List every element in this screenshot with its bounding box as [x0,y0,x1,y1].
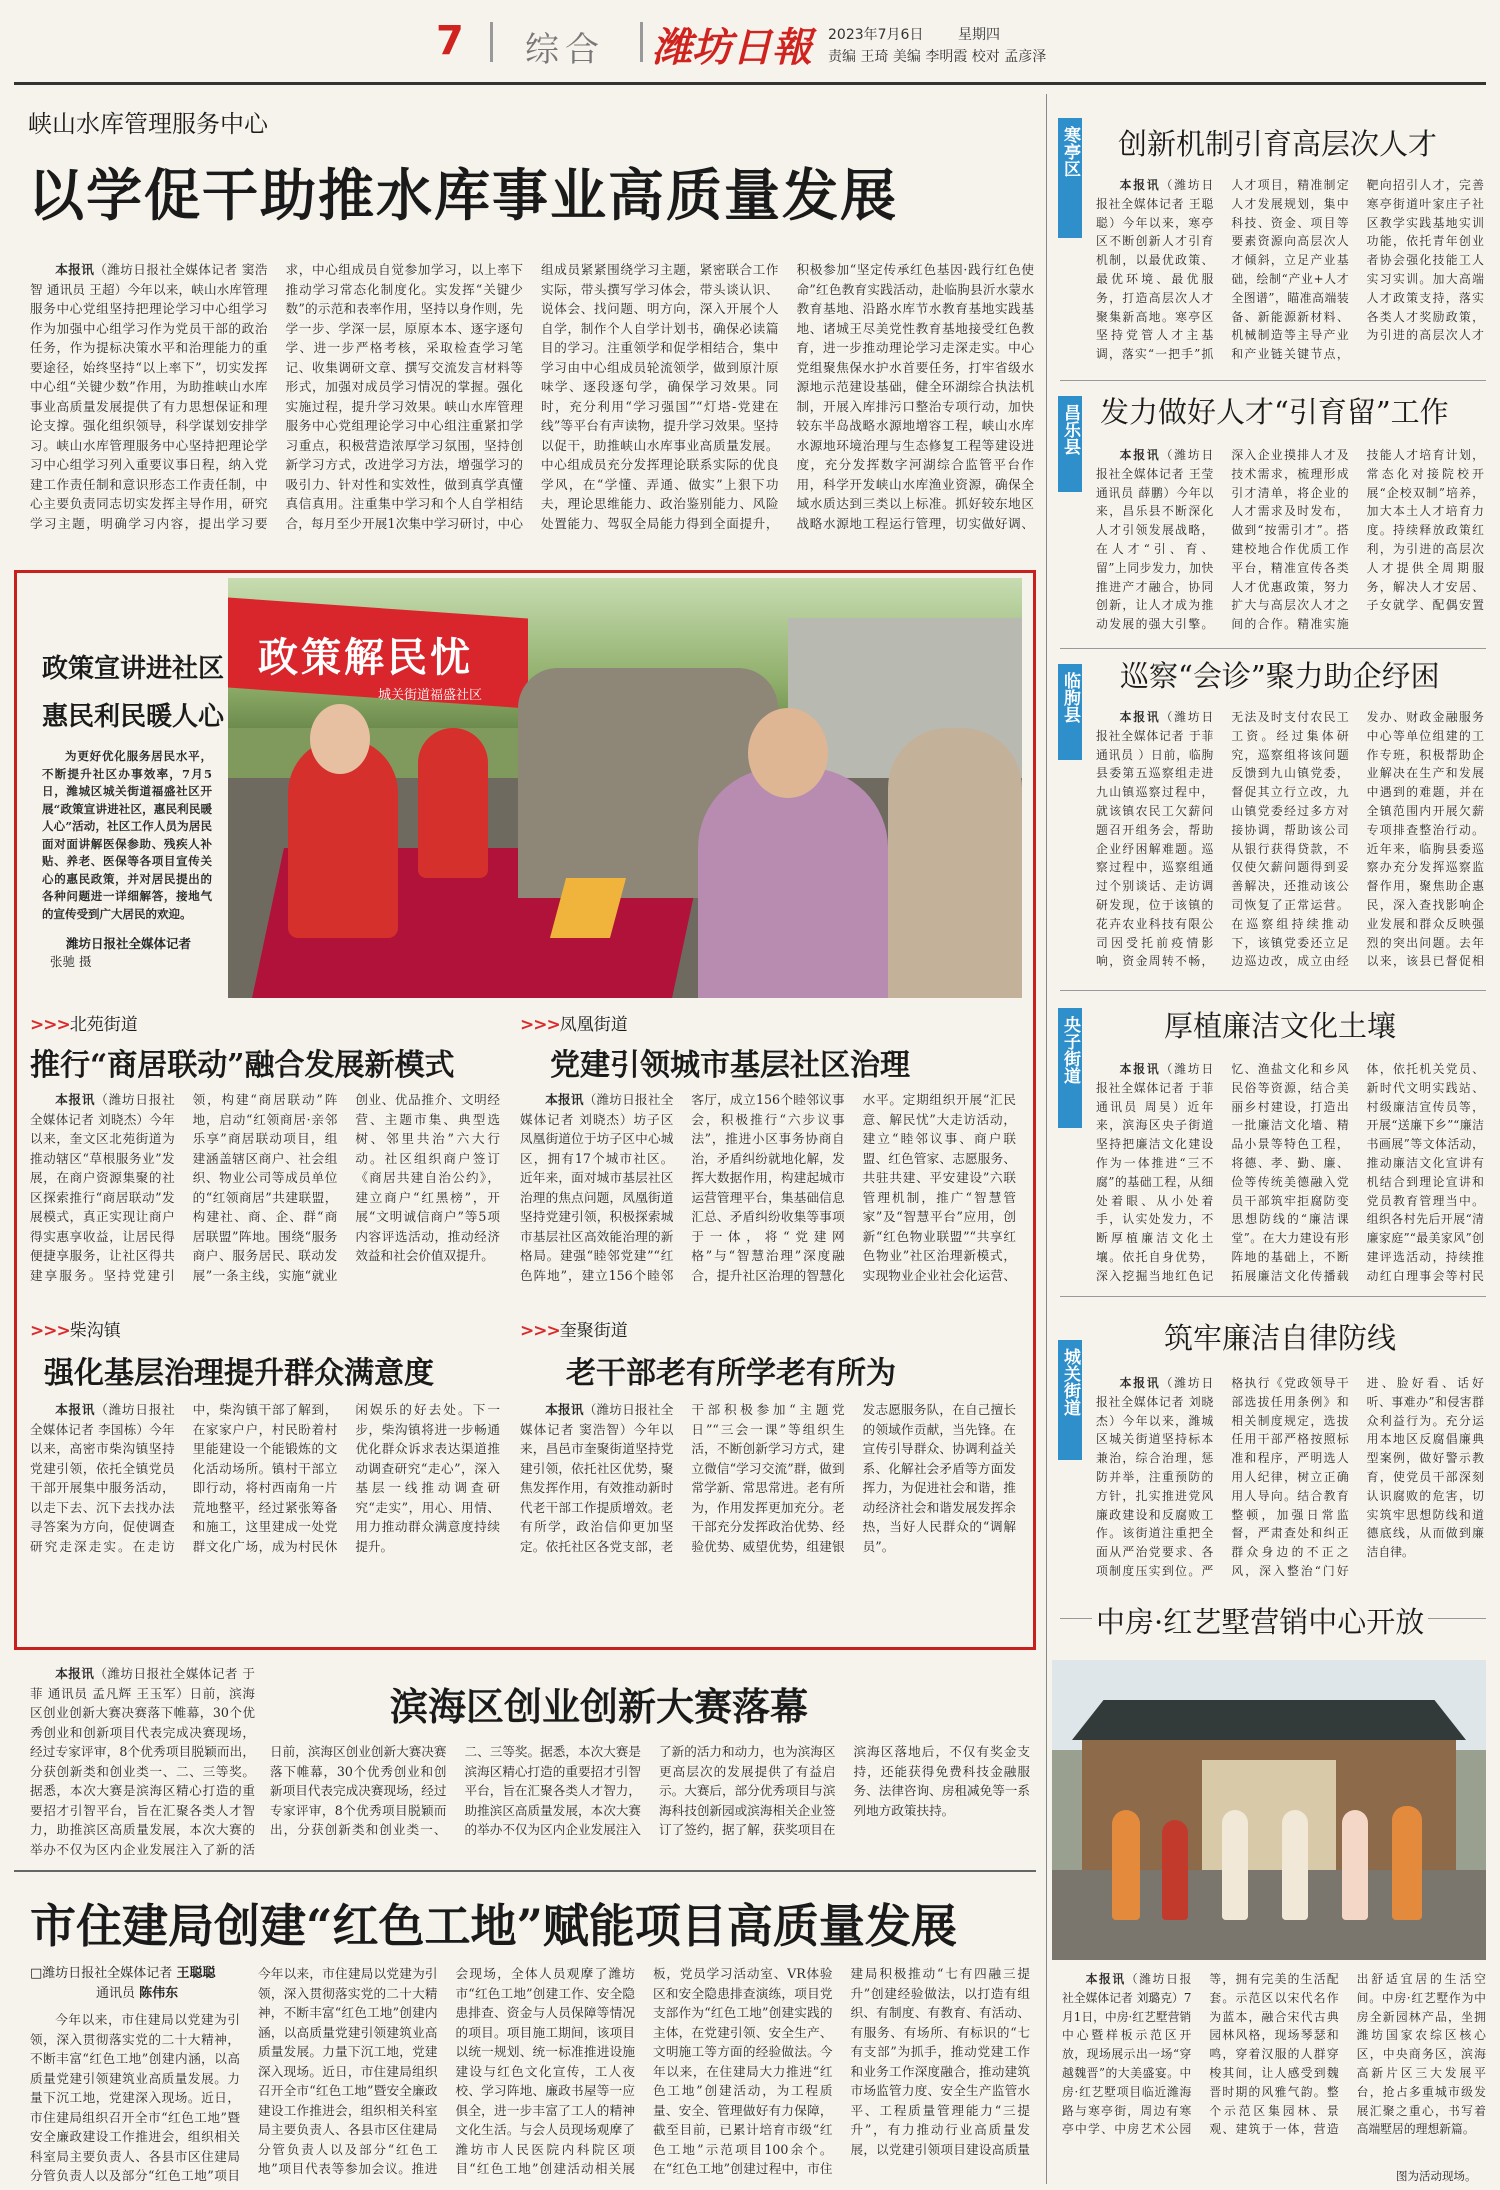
article-headline: 市住建局创建“红色工地”赋能项目高质量发展 [30,1899,957,1953]
lead: 本报讯 [1119,1062,1161,1076]
section-label-fenghuang [520,1010,628,1035]
byline: （潍坊日报社全媒体记者 于菲 通讯员 ） [1096,710,1214,762]
lead: 本报讯 [1119,448,1161,462]
byline-org: □潍坊日报社全媒体记者 [30,1966,173,1981]
byline: （潍坊日报社全媒体记者 李国栋） [30,1402,175,1437]
region-tab [1058,664,1082,760]
arrow-icon: >>> [520,1321,560,1341]
lead: 本报讯 [1085,1972,1126,1986]
article-text: 近年来，滨海区央子街道坚持把廉洁文化建设作为一体推进“三不腐”的基础工程，从细处着眼、从小处着手，认实处发力，不断厚植廉洁文化土壤。依托自身优势，深入挖掘当地红色记忆、渔盐文化和乡风民俗等资源，结合美丽乡村建设，打造出一批廉洁文化墙、精品小景等特色工程，将德、孝、勤、廉、俭等传统美德融入党员干部筑牢拒腐防变思想防线的“廉洁课堂”。在大力建设有形阵地的基础上，不断拓展廉洁文化传播载体，依托机关党员、新时代文明实践站、村级廉洁宣传员等，开展“送廉下乡”“廉洁书画展”等文体活动，推动廉洁文化宣讲有机结合到理论宣讲和党员教育管理当中。组织各村先后开展“清廉家庭”“最美家风”创建评选活动，持续推动红白理事会等村民 [1096,1062,1484,1283]
section-name: 综合 [525,30,605,70]
article-text: 7月1日，中房·红艺墅营销中心暨样板示范区开放，现场展示出一场“穿越魏晋”的大美盛宴。中房·红艺墅项目临近潍海路与寒亭街，周边有寒亭中学、中房艺术公园等，拥有完美的生活配套。示范区以宋代名作为蓝本，融合宋代古典园林风格，现场琴瑟和鸣，穿着汉服的人群穿梭其间，让人感受到魏晋时期的风雅气韵。整个示范区集园林、景观、建筑于一体，营造出舒适宜居的生活空间。中房·红艺墅作为中房全新园林产品，坐拥潍坊国家农综区核心区，中央商务区，滨海高新片区三大发展平台，抢占多重城市级发展汇聚之重心，书写着高端墅居的理想新篇。 [1062,1972,1486,2137]
sidebar-rule [1060,990,1486,991]
byline: （潍坊日报社全媒体记者 王聪聪） [1096,178,1214,230]
section-label-text: 奎聚街道 [559,1321,628,1341]
section-rule [14,1870,1036,1872]
lead: 本报讯 [545,1402,584,1417]
photo-banner-text: 政策解民忧 [258,635,473,681]
article-body-lead [30,2010,240,2182]
sidebar-article-body [1096,176,1484,372]
byline: （潍坊日报社全媒体记者 窦浩智） [520,1402,674,1437]
article-text: 今年以来，奎文区北苑街道为推动辖区“草根服务业”发展，在商户资源集聚的社区探索推行“商居联动”发展模式，真正实现让商户得实惠享收益，让居民得便捷享服务，让社区得共建享服务。坚持党建引领，构建“商居联动”阵地，启动“红领商居·亲邻乐享”商居联动项目，组建涵盖辖区商户、社会组织、物业公司等成员单位的“红领商居”共建联盟，构建社、商、企、群“商居联盟”阵地。围绕“服务商户、服务居民、联动发展”一条主线，实施“就业创业、优品推介、文明经营、主题市集、典型选树、邻里共治”六大行动。社区组织商户签订《商居共建自治公约》，建立商户“红黑榜”，开展“文明诚信商户”等5项内容评选活动，推动经济效益和社会价值双提升。 [30,1092,500,1283]
sidebar-headline: 创新机制引育高层次人才 [1118,127,1438,161]
photo-performer [1112,1810,1140,1920]
sidebar-headline: 中房·红艺墅营销中心开放 [1092,1600,1428,1641]
photo-performer [1162,1820,1188,1920]
article-text: 今年以来，高密市柴沟镇坚持党建引领，依托全镇党员干部开展集中服务活动，以走下去、沉下去找办法寻答案为方向，促使调查研究走深走实。在走访中，柴沟镇干部了解到，在家家户户，村民盼着村里能建设一个能锻炼的文化活动场所。镇村干部立即行动，将村西南角一片荒地整平，经过紧张筹备和施工，这里建成一处党群文化广场，成为村民休闲娱乐的好去处。下一步，柴沟镇将进一步畅通优化群众诉求表达渠道推动调查研究“走心”，深入基层一线推动调查研究“走实”，用心、用情、用力推动群众满意度持续提升。 [30,1402,500,1554]
photo-feature-title: 政策宣讲进社区 [42,654,225,684]
article-text: 今年以来，市住建局以党建为引领，深入贯彻落实党的二十大精神，不断丰富“红色工地”创建内涵，以高质量党建引领建筑业高质量发展。力量下沉工地，党建深入现场。近日，市住建局组织召开全市“红色工地”暨安全廉政建设工作推进会，组织相关科室局主要负责人、各县市区住建局分管负责人以及部分“红色工地”项目 [30,2012,240,2182]
article-text-continued: 今年以来，市住建局以党建为引领，深入贯彻落实党的二十大精神，不断丰富“红色工地”创建内涵，以高质量党建引领建筑业高质量发展。力量下沉工地，党建深入现场。近日，市住建局组织召开全市“红色工地”暨安全廉政建设工作推进会，组织相关科室局主要负责人、各县市区住建局分管负责人以及部分“红色工地”项目代表等参加会议。推进会现场，全体人员观摩了潍坊市“红色工地”创建工作、安全隐患排查、资金与人员保障等情况的项目。项目施工期间，该项目以统一规划、统一标准推进设施建设与红色文化宣传，工人夜校、学习阵地、廉政书屋等一应俱全，进一步丰富了工人的精神文化生活。与会人员现场观摩了潍坊市人民医院内科院区项目“红色工地”创建活动相关展板，党员学习活动室、VR体验区和安全隐患排查演练，项目党支部作为“红色工地”创建实践的主体，在党建引领、安全生产、文明施工等方面的经验做法。今年以来，在住建局大力推进“红色工地”创建活动，为工程质量、安全、管理做好有力保障，截至目前，已累计培育市级“红色工地”示范项目100余个。在“红色工地”创建过程中，市住建局积极推动“七有四融三提升”创建经验做法，以打造有组织、有制度、有教育、有活动、有服务、有场所、有标识的“七有支部”为抓手，推动党建工作和业务工作深度融合，推动建筑市场监管力度、安全生产监管水平、工程质量管理能力“三提升”，有力推动行业高质量发展，以党建引领项目建设高质量 [258,1966,1030,2176]
sidebar-article-body [1096,708,1484,984]
sidebar-headline: 发力做好人才“引育留”工作 [1100,395,1449,429]
photo-volunteer [418,728,488,878]
sidebar-article-body [1096,446,1484,642]
region-tab-label: 城关街道 [1060,1348,1080,1416]
article-text: 今年以来，峡山水库管理服务中心党组坚持把理论学习中心组学习作为加强中心组学习作为党员干部的政治任务，作为提标决策水平和治理能力的重要途径，始终坚持“以上率下”，切实发挥中心组“关键少数”作用，为助推峡山水库事业高质量发展提供了有力思想保证和理论支撑。强化组织领导，科学谋划安排学习。峡山水库管理服务中心坚持把理论学习中心组学习列入重要议事日程，纳入党建工作责任制和意识形态工作责任制，中心主要负责同志切实发挥主导作用，研究学习主题，明确学习内容，提出学习要求，中心组成员自觉参加学习，以上率下推动学习常态化制度化。实发挥“关键少数”的示范和表率作用，坚持以身作则，先学一步、学深一层，原原本本、逐字逐句学、进一步严格考核，采取检查学习笔记、收集调研文章、撰写交流发言材料等形式，加强对成员学习情况的掌握。强化实施过程，提升学习效果。峡山水库管理服务中心党组理论学习中心组注重紧扣学习重点，积极营造浓厚学习氛围，坚持创新学习方式，改进学习方法，增强学习的吸引力、针对性和实效性，做到真学真懂真信真用。注重集中学习和个人自学相结合，每月至少开展1次集中学习研讨，中心组成员紧紧围绕学习主题，紧密联合工作实际，带头撰写学习体会，带头谈认识、说体会、找问题、明方向，深入开展个人自学，制作个人自学计划书，确保必读篇目的学习。注重领学和促学相结合，集中学习由中心组成员轮流领学，做到原汁原味学、逐段逐句学，确保学习效果。同时，充分利用“学习强国”“灯塔-党建在线”等平台有声读物，提升学习效果。坚持以促干，助推峡山水库事业高质量发展。中心组成员充分发挥理论联系实际的优良学风，在“学懂、弄通、做实”上狠下功夫，理论思维能力、政治鉴别能力、风险处置能力、驾驭全局能力得到全面提升，积极参加“坚定传承红色基因·践行红色使命”红色教育实践活动，赴临朐县沂水蒙水教育基地、沿路水库节水教育基地实践基地、诸城王尽美党性教育基地接受红色教育，进一步推动理论学习走深走实。中心党组聚焦保水护水首要任务，打牢省级水源地示范建设基础，健全环湖综合执法机制，开展入库排污口整治专项行动，加快较东半岛战略水源地增容工程，峡山水库水源地环境治理与生态修复工程等建设进度，充分发挥数字河湖综合监管平台作用，科学开发峡山水库渔业资源，确保全域水质达到三类以上标准。抓好较东地区战略水源地工程运行管理，切实做好调、 [30,262,1034,531]
region-tab-label: 央子街道 [1060,1016,1080,1084]
article-text: 坊子区凤凰街道位于坊子区中心城区，拥有17个城市社区。近年来，面对城市基层社区治理的焦点问题，凤凰街道坚持党建引领，积极探索城市基层社区高效能治理的新格局。建强“睦邻党建”“红色阵地”，建立156个睦邻客厅，成立156个睦邻议事会，积极推行“六步议事法”，推进小区事务协商自治，矛盾纠纷就地化解，发挥大数据作用，构建起城市运营管理平台，集基础信息汇总、矛盾纠纷收集等事项于一体，将“党建网格”与“智慧治理”深度融合，提升社区治理的智慧化水平。定期组织开展“汇民意、解民忧”大走访活动，建立“睦邻议事、商户联盟、红色管家、志愿服务、共驻共建、平安建设”六联管理机制，推广“智慧管家”及“智慧平台”应用，创新“红色物业联盟”“共享红色物业”社区治理新模式，实现物业企业社会化运营、 [520,1092,1016,1283]
sidebar-headline: 巡察“会诊”聚力助企纾困 [1120,659,1440,693]
paper-logo: 潍坊日報 [652,24,812,71]
photo-credit-org: 潍坊日报社全媒体记者 [66,936,192,951]
article-headline: 强化基层治理提升群众满意度 [44,1356,434,1391]
article-body [258,1964,1030,2182]
photo-caption-text: 为更好优化服务居民水平，不断提升社区办事效率，7月5日，潍城区城关街道福盛社区开展“政策宣讲进社区，惠民利民暖人心”活动，社区工作人员为居民面对面讲解医保参助、残疾人补贴、养老、医保等各项目宣传关心的惠民政策，并对居民提出的各种问题进一详细解答，接地气的宣传受到广大居民的欢迎。 [42,749,212,921]
photo-resident-head [748,708,828,798]
masthead [0,0,1500,80]
article-headline: 老干部老有所学老有所为 [566,1356,896,1391]
photo-feature-subtitle: 惠民利民暖人心 [42,702,225,732]
byline: （潍坊日报社全媒体记者 于菲 通讯员 孟凡辉 王玉军） [30,1666,255,1701]
sidebar-rule [1060,648,1486,649]
sidebar-article-body [1096,1374,1484,1614]
lead: 本报讯 [1119,710,1161,724]
article-text: 今年以来，昌乐县不断深化人才引领发展战略，在人才“引、育、留”上同步发力，加快推进产才融合，协同创新，让人才成为推动发展的强大引擎。深入企业摸排人才及技术需求，梳理形成引才清单，将企业的人才需求及时发布，做到“按需引才”。搭建校地合作优质工作平台，精准宣传各类人才优惠政策，努力扩大与高层次人才之间的合作。精准实施技能人才培育计划，常态化对接院校开展“企校双制”培养，加大本土人才培育力度。持续释放政策红利，为引进的高层次人才提供全周期服务，解决人才安居、子女就学、配偶安置 [1096,448,1484,632]
sales-center-photo [1052,1660,1486,1960]
housing-byline [30,1964,230,2004]
article-text: 日前，滨海区创业创新大赛决赛落下帷幕，30个优秀创业和创新项目代表完成决赛现场，经过专家评审，8个优秀项目脱颖而出，分获创新类和创业类一、二、三等奖。据悉，本次大赛是滨海区精心打造的重要招才引智平台，旨在汇聚各类人才智力，助推滨区高质量发展，本次大赛的举办不仅为区内企业发展注入了新的活 [30,1685,255,1856]
photo-resident [698,768,888,998]
byline: （潍坊日报社全媒体记者 刘晓杰） [520,1092,674,1127]
photo-caption: 图为活动现场。 [1396,2169,1477,2183]
photo-roof [1072,1700,1466,1740]
region-tab [1058,1008,1082,1128]
sidebar-rule [1060,380,1486,381]
article-body [30,260,1034,542]
article-body [30,1400,500,1636]
photo-caption [42,748,212,930]
article-body [30,1090,500,1304]
lead: 本报讯 [55,1402,96,1417]
masthead-rule [14,82,1486,85]
photo-performer [1342,1810,1368,1920]
region-tab-label: 临朐县 [1060,672,1080,723]
sidebar-article-body [1096,1060,1484,1290]
byline-name: 陈伟东 [139,1986,179,2001]
region-tab [1058,118,1082,238]
byline: （潍坊日报社全媒体记者 窦浩智 通讯员 王超） [30,262,268,297]
column-divider [1046,94,1047,2184]
masthead-divider [490,22,493,62]
community-event-photo [228,578,1022,998]
weekday: 星期四 [958,27,1000,43]
byline: （潍坊日报社全媒体记者 王莹 通讯员 薛鹏） [1096,448,1214,500]
article-text: 今年以来，昌邑市奎聚街道坚持党建引领，依托社区优势，聚焦发挥作用，有效推动新时代老干部工作提质增效。老有所学，政治信仰更加坚定。依托社区各党支部，老干部积极参加“主题党日”“三会一课”等组织生活，不断创新学习方式，建立微信“学习交流”群，做到常学新、常思常进。老有所为，作用发挥更加充分。老干部充分发挥政治优势、经验优势、威望优势，组建银发志愿服务队，在自己擅长的领域作贡献，当先锋。在宣传引导群众、协调利益关系、化解社会矛盾等方面发挥力，为促进社会和谐，推动经济社会和谐发展发挥余热，当好人民群众的“调解员”。 [520,1402,1016,1554]
article-text: 今年以来，潍城区城关街道坚持标本兼治，综合治理，惩防并举，注重预防的方针，扎实推进党风廉政建设和反腐败工作。该街道注重把全面从严治党要求、各项制度压实到位。严格执行《党政领导干部选拔任用条例》和相关制度规定，选拔任用干部严格按照标准和程序，严明选人用人纪律，树立正确用人导向。结合教育整顿，加强日常监督，严肃查处和纠正群众身边的不正之风，深入整治“门好进、脸好看、话好听、事难办”和侵害群众利益行为。充分运用本地区反腐倡廉典型案例，做好警示教育，使党员干部深刻认识腐败的危害，切实筑牢思想防线和道德底线，从而做到廉洁自律。 [1096,1376,1484,1578]
region-tab [1058,1340,1082,1460]
sidebar-headline: 厚植廉洁文化土壤 [1164,1009,1397,1043]
photo-performer [1392,1806,1422,1920]
byline: （潍坊日报社全媒体记者 刘璐克） [1062,1972,1192,2005]
section-label-text: 凤凰街道 [559,1015,628,1035]
region-tab-label: 寒亭区 [1060,126,1080,177]
section-label-chaigou [30,1316,121,1341]
article-text: 今年以来，寒亭区不断创新人才引育机制，以最优政策、最优环境、最优服务，打造高层次人才聚集新高地。寒亭区坚持党管人才主基调，落实“一把手”抓人才项目，精准制定人才发展规划，集中科技、资金、项目等要素资源向高层次人才倾斜，立足产业基础，绘制“产业+人才全图谱”，瞄准高端装备、新能源新材料、机械制造等主导产业和产业链关键节点，靶向招引人才，完善寒亭街道叶家庄子社区教学实践基地实训功能，依托青年创业者协会强化技能工人实习实训。加大高端人才政策支持，落实各类人才奖励政策，为引进的高层次人才 [1096,178,1484,362]
article-body [520,1090,1016,1304]
byline: （潍坊日报社全媒体记者 刘晓杰） [1096,1376,1214,1428]
article-text: 日前，临朐县委第五巡察组走进九山镇巡察过程中，就该镇农民工欠薪问题召开组务会，帮助企业纾困解难题。巡察过程中，巡察组通过个别谈话、走访调研发现，位于该镇的花卉农业科技有限公司因受托前疫情影响，资金周转不畅，无法及时支付农民工工资。经过集体研究，巡察组将该问题反馈到九山镇党委，督促其立行立改，九山镇党委经过多方对接协调，帮助该公司从银行获得贷款，不仅使欠薪问题得到妥善解决，还推动该公司恢复了正常运营。在巡察组持续推动下，该镇党委还立足边巡边改，成立由经发办、财政金融服务中心等单位组建的工作专班，积极帮助企业解决在生产和发展中遇到的难题，并在全镇范围内开展欠薪专项排查整治行动。近年来，临朐县委巡察办充分发挥巡察监督作用，聚焦助企惠民，深入查找影响企业发展和群众反映强烈的突出问题。去年以来，该县已督促相 [1096,710,1484,969]
lead: 本报讯 [55,1666,95,1681]
lead: 本报讯 [545,1092,584,1107]
article-headline: 推行“商居联动”融合发展新模式 [30,1048,455,1083]
article-headline: 党建引领城市基层社区治理 [550,1048,910,1083]
article-body-intro [30,1664,255,1856]
lead: 本报讯 [1119,1376,1161,1390]
section-label-beiyuan [30,1010,138,1035]
section-label-text: 北苑街道 [69,1015,138,1035]
article-text-continued: 日前，滨海区创业创新大赛决赛落下帷幕，30个优秀创业和创新项目代表完成决赛现场，经过专家评审，8个优秀项目脱颖而出，分获创新类和创业类一、二、三等奖。据悉，本次大赛是滨海区精心打造的重要招才引智平台，旨在汇聚各类人才智力，助推滨区高质量发展，本次大赛的举办不仅为区内企业发展注入了新的活力和动力，也为滨海区更高层次的发展提供了有益启示。大赛后，部分优秀项目与滨海科技创新园或滨海相关企业签订了签约，据了解，获奖项目在滨海区落地后，不仅有奖金支持，还能获得免费科技金融服务、法律咨询、房租减免等一系列地方政策扶持。 [270,1744,1030,1837]
region-tab [1058,396,1082,492]
article-headline: 滨海区创业创新大赛落幕 [390,1684,809,1729]
lead: 本报讯 [55,262,95,277]
page-number: 7 [436,18,464,64]
lead: 本报讯 [1119,178,1161,192]
sidebar-headline: 筑牢廉洁自律防线 [1164,1321,1397,1355]
article-body-continued [270,1742,1030,1856]
photo-performer [1222,1810,1248,1920]
section-label-text: 柴沟镇 [69,1321,121,1341]
editors: 责编 王琦 美编 李明霞 校对 孟彦泽 [828,49,1047,65]
photo-banner-subtext: 城关街道福盛社区 [378,688,483,703]
photo-credit-name: 张驰 摄 [50,954,92,969]
byline: （潍坊日报社全媒体记者 刘晓杰） [30,1092,175,1127]
sidebar-article-body [1062,1970,1486,2166]
byline-name: 王聪聪 [176,1966,216,1981]
arrow-icon: >>> [30,1015,70,1035]
arrow-icon: >>> [30,1321,70,1341]
region-tab-label: 昌乐县 [1060,404,1080,455]
sidebar-rule [1060,1296,1486,1297]
photo-resident [888,728,1022,998]
article-body [520,1400,1016,1636]
article-headline: 以学促干助推水库事业高质量发展 [28,163,898,229]
issue-date: 2023年7月6日 [828,27,924,43]
article-kicker: 峡山水库管理服务中心 [28,110,268,138]
photo-volunteer-head [310,704,370,774]
lead: 本报讯 [55,1092,96,1107]
section-label-kuiju [520,1316,628,1341]
masthead-divider [640,22,643,62]
photo-performer [1282,1810,1308,1920]
byline: （潍坊日报社全媒体记者 于菲 通讯员 周昊） [1096,1062,1214,1114]
arrow-icon: >>> [520,1015,560,1035]
byline-role: 通讯员 [96,1986,136,2001]
